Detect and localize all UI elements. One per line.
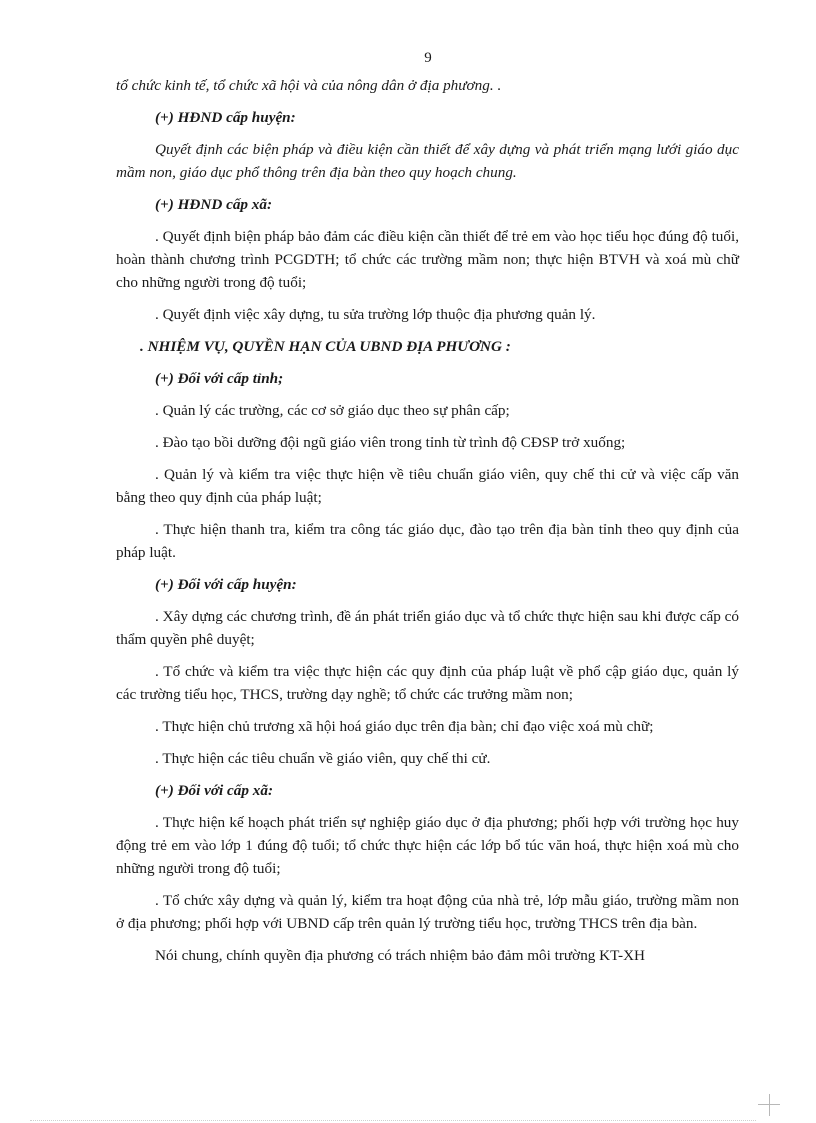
- paragraph-xa-plan: . Thực hiện kế hoạch phát triển sự nghiệp giáo dục ở địa phương; phối hợp với trường học huy động trẻ em vào lớp 1 đúng độ tuổi; tổ chức thực hiện các lớp bổ túc văn hoá, thực hiện xoá mù cho những người trong độ tuổi;: [116, 814, 739, 877]
- paragraph-tinh-inspection-education: . Thực hiện thanh tra, kiểm tra công tác giáo dục, đào tạo trên địa bàn tỉnh theo quy định của pháp luật.: [116, 521, 739, 561]
- paragraph-tinh-training: . Đào tạo bồi dưỡng đội ngũ giáo viên trong tỉnh từ trình độ CĐSP trở xuống;: [155, 434, 626, 451]
- heading-ubnd-duties: . NHIỆM VỤ, QUYỀN HẠN CỦA UBND ĐỊA PHƯƠNG :: [140, 338, 511, 355]
- paragraph-huyen-standards: . Thực hiện các tiêu chuẩn về giáo viên, quy chế thi cử.: [155, 750, 491, 767]
- heading-cap-huyen: (+) Đối với cấp huyện:: [155, 576, 297, 593]
- heading-cap-xa: (+) Đối với cấp xã:: [155, 782, 274, 799]
- paragraph-hdnd-huyen-decision: Quyết định các biện pháp và điều kiện cần thiết để xây dựng và phát triển mạng lưới giáo dục mầm non, giáo dục phổ thông trên địa bàn theo quy hoạch chung.: [116, 141, 739, 181]
- heading-hdnd-cap-huyen: (+) HĐND cấp huyện:: [155, 109, 296, 126]
- paragraph-hdnd-xa-construction: . Quyết định việc xây dựng, tu sửa trường lớp thuộc địa phương quản lý.: [155, 306, 596, 323]
- paragraph-conclusion: Nói chung, chính quyền địa phương có trách nhiệm bảo đảm môi trường KT-XH: [155, 947, 646, 964]
- paragraph-tinh-inspection-standards: . Quản lý và kiểm tra việc thực hiện về tiêu chuẩn giáo viên, quy chế thi cử và việc cấp văn bằng theo quy định của pháp luật;: [116, 466, 739, 506]
- document-body: [116, 74, 739, 976]
- paragraph-xa-organize: . Tổ chức xây dựng và quản lý, kiểm tra hoạt động của nhà trẻ, lớp mẫu giáo, trường mầm non ở địa phương; phối hợp với UBND cấp trên quản lý trường tiểu học, trường THCS trên địa bàn.: [116, 892, 739, 932]
- heading-hdnd-cap-xa: (+) HĐND cấp xã:: [155, 196, 273, 213]
- paragraph-huyen-socialization: . Thực hiện chủ trương xã hội hoá giáo dục trên địa bàn; chỉ đạo việc xoá mù chữ;: [155, 718, 654, 735]
- paragraph-hdnd-xa-measures: . Quyết định biện pháp bảo đảm các điều kiện cần thiết để trẻ em vào học tiểu học đúng độ tuổi, hoàn thành chương trình PCGDTH; tổ chức các trường mầm non; thực hiện BTVH và xoá mù chữ cho những người trong độ tuổi;: [116, 228, 739, 291]
- page-bottom-rule: [30, 1120, 756, 1121]
- paragraph-tinh-manage-schools: . Quản lý các trường, các cơ sở giáo dục theo sự phân cấp;: [155, 402, 510, 419]
- crop-mark-vertical: [769, 1094, 770, 1116]
- paragraph-huyen-programs: . Xây dựng các chương trình, đề án phát triển giáo dục và tổ chức thực hiện sau khi được cấp có thẩm quyền phê duyệt;: [116, 608, 739, 648]
- paragraph-huyen-regulations: . Tổ chức và kiểm tra việc thực hiện các quy định của pháp luật về phổ cập giáo dục, quản lý các trường tiểu học, THCS, trường dạy nghề; tổ chức các trưởng mầm non;: [116, 663, 739, 703]
- heading-cap-tinh: (+) Đối với cấp tỉnh;: [155, 370, 284, 387]
- paragraph-continuation: tổ chức kinh tế, tổ chức xã hội và của nông dân ở địa phương. .: [116, 77, 502, 94]
- page-number: 9: [424, 50, 432, 66]
